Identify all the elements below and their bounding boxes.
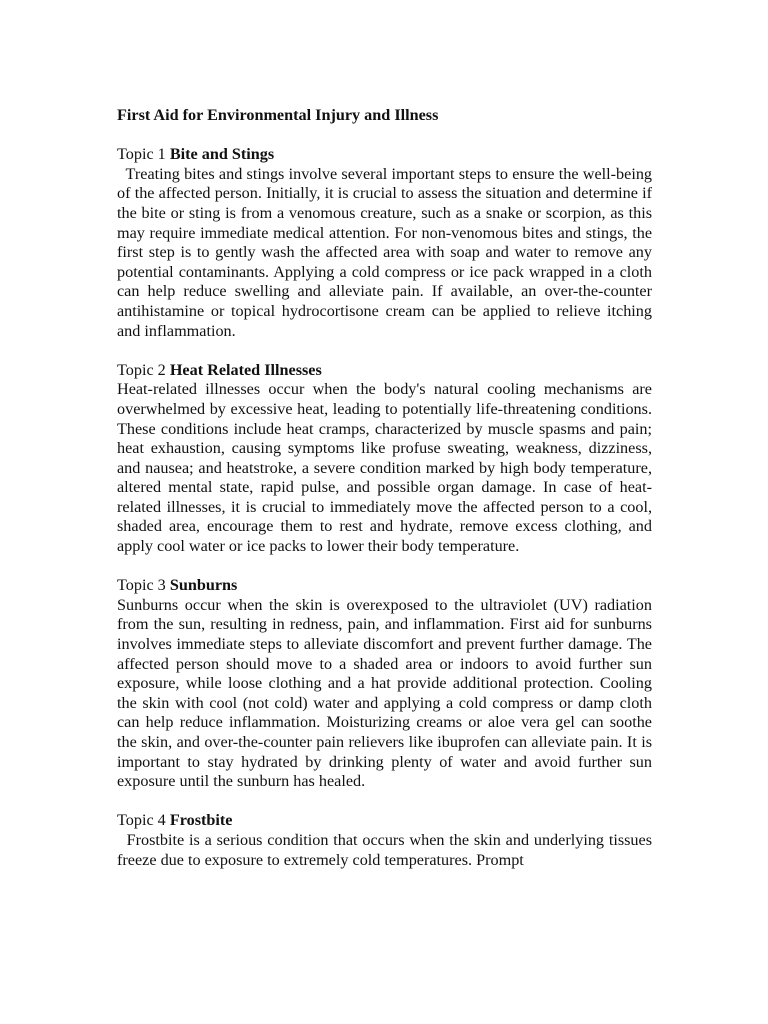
topic-heading — [117, 145, 652, 165]
topic-prefix: Topic 3 — [117, 576, 166, 595]
topic-prefix: Topic 4 — [117, 811, 166, 830]
topic-prefix: Topic 1 — [117, 145, 166, 164]
topic-prefix: Topic 2 — [117, 360, 166, 379]
document-title: First Aid for Environmental Injury and Illness — [117, 106, 439, 124]
topic-body: Heat-related illnesses occur when the body's natural cooling mechanisms are overwhelmed by excessive heat, leading to potentially life-threatening conditions. These conditions include heat cramps, characterized by muscle spasms and pain; heat exhaustion, causing symptoms like profuse sweating, weakness, dizziness, and nausea; and heatstroke, a severe condition marked by high body temperature, altered mental state, rapid pulse, and possible organ damage. In case of heat-related illnesses, it is crucial to immediately move the affected person to a cool, shaded area, encourage them to rest and hydrate, remove excess clothing, and apply cool water or ice packs to lower their body temperature. — [117, 380, 652, 556]
topic-name: Heat Related Illnesses — [169, 360, 322, 379]
topic-section-sunburns — [117, 576, 652, 792]
topic-name: Bite and Stings — [169, 145, 275, 164]
topic-body: Frostbite is a serious condition that occurs when the skin and underlying tissues freeze due to exposure to extremely cold temperatures. Prompt — [117, 830, 652, 869]
topic-heading — [117, 811, 652, 831]
topic-body: Sunburns occur when the skin is overexposed to the ultraviolet (UV) radiation from the sun, resulting in redness, pain, and inflammation. First aid for sunburns involves immediate steps to alleviate discomfort and prevent further damage. The affected person should move to a shaded area or indoors to avoid further sun exposure, while loose clothing and a hat provide additional protection. Cooling the skin with cool (not cold) water and applying a cold compress or damp cloth can help reduce inflammation. Moisturizing creams or aloe vera gel can soothe the skin, and over-the-counter pain relievers like ibuprofen can alleviate pain. It is important to stay hydrated by drinking plenty of water and avoid further sun exposure until the sunburn has healed. — [117, 595, 652, 791]
topic-name: Frostbite — [169, 811, 233, 830]
topic-name: Sunburns — [169, 576, 238, 595]
topic-heading — [117, 576, 652, 596]
topic-section-heat-illnesses — [117, 361, 652, 557]
topic-section-frostbite — [117, 811, 652, 870]
topic-section-bites-stings — [117, 145, 652, 341]
document-page — [117, 106, 652, 890]
topic-body: Treating bites and stings involve several important steps to ensure the well-being of the affected person. Initially, it is crucial to assess the situation and determine if the bite or sting is from a venomous creature, such as a snake or scorpion, as this may require immediate medical attention. For non-venomous bites and stings, the first step is to gently wash the affected area with soap and water to remove any potential contaminants. Applying a cold compress or ice pack wrapped in a cloth can help reduce swelling and alleviate pain. If available, an over-the-counter antihistamine or topical hydrocortisone cream can be applied to relieve itching and inflammation. — [117, 164, 653, 340]
topic-heading — [117, 361, 652, 381]
